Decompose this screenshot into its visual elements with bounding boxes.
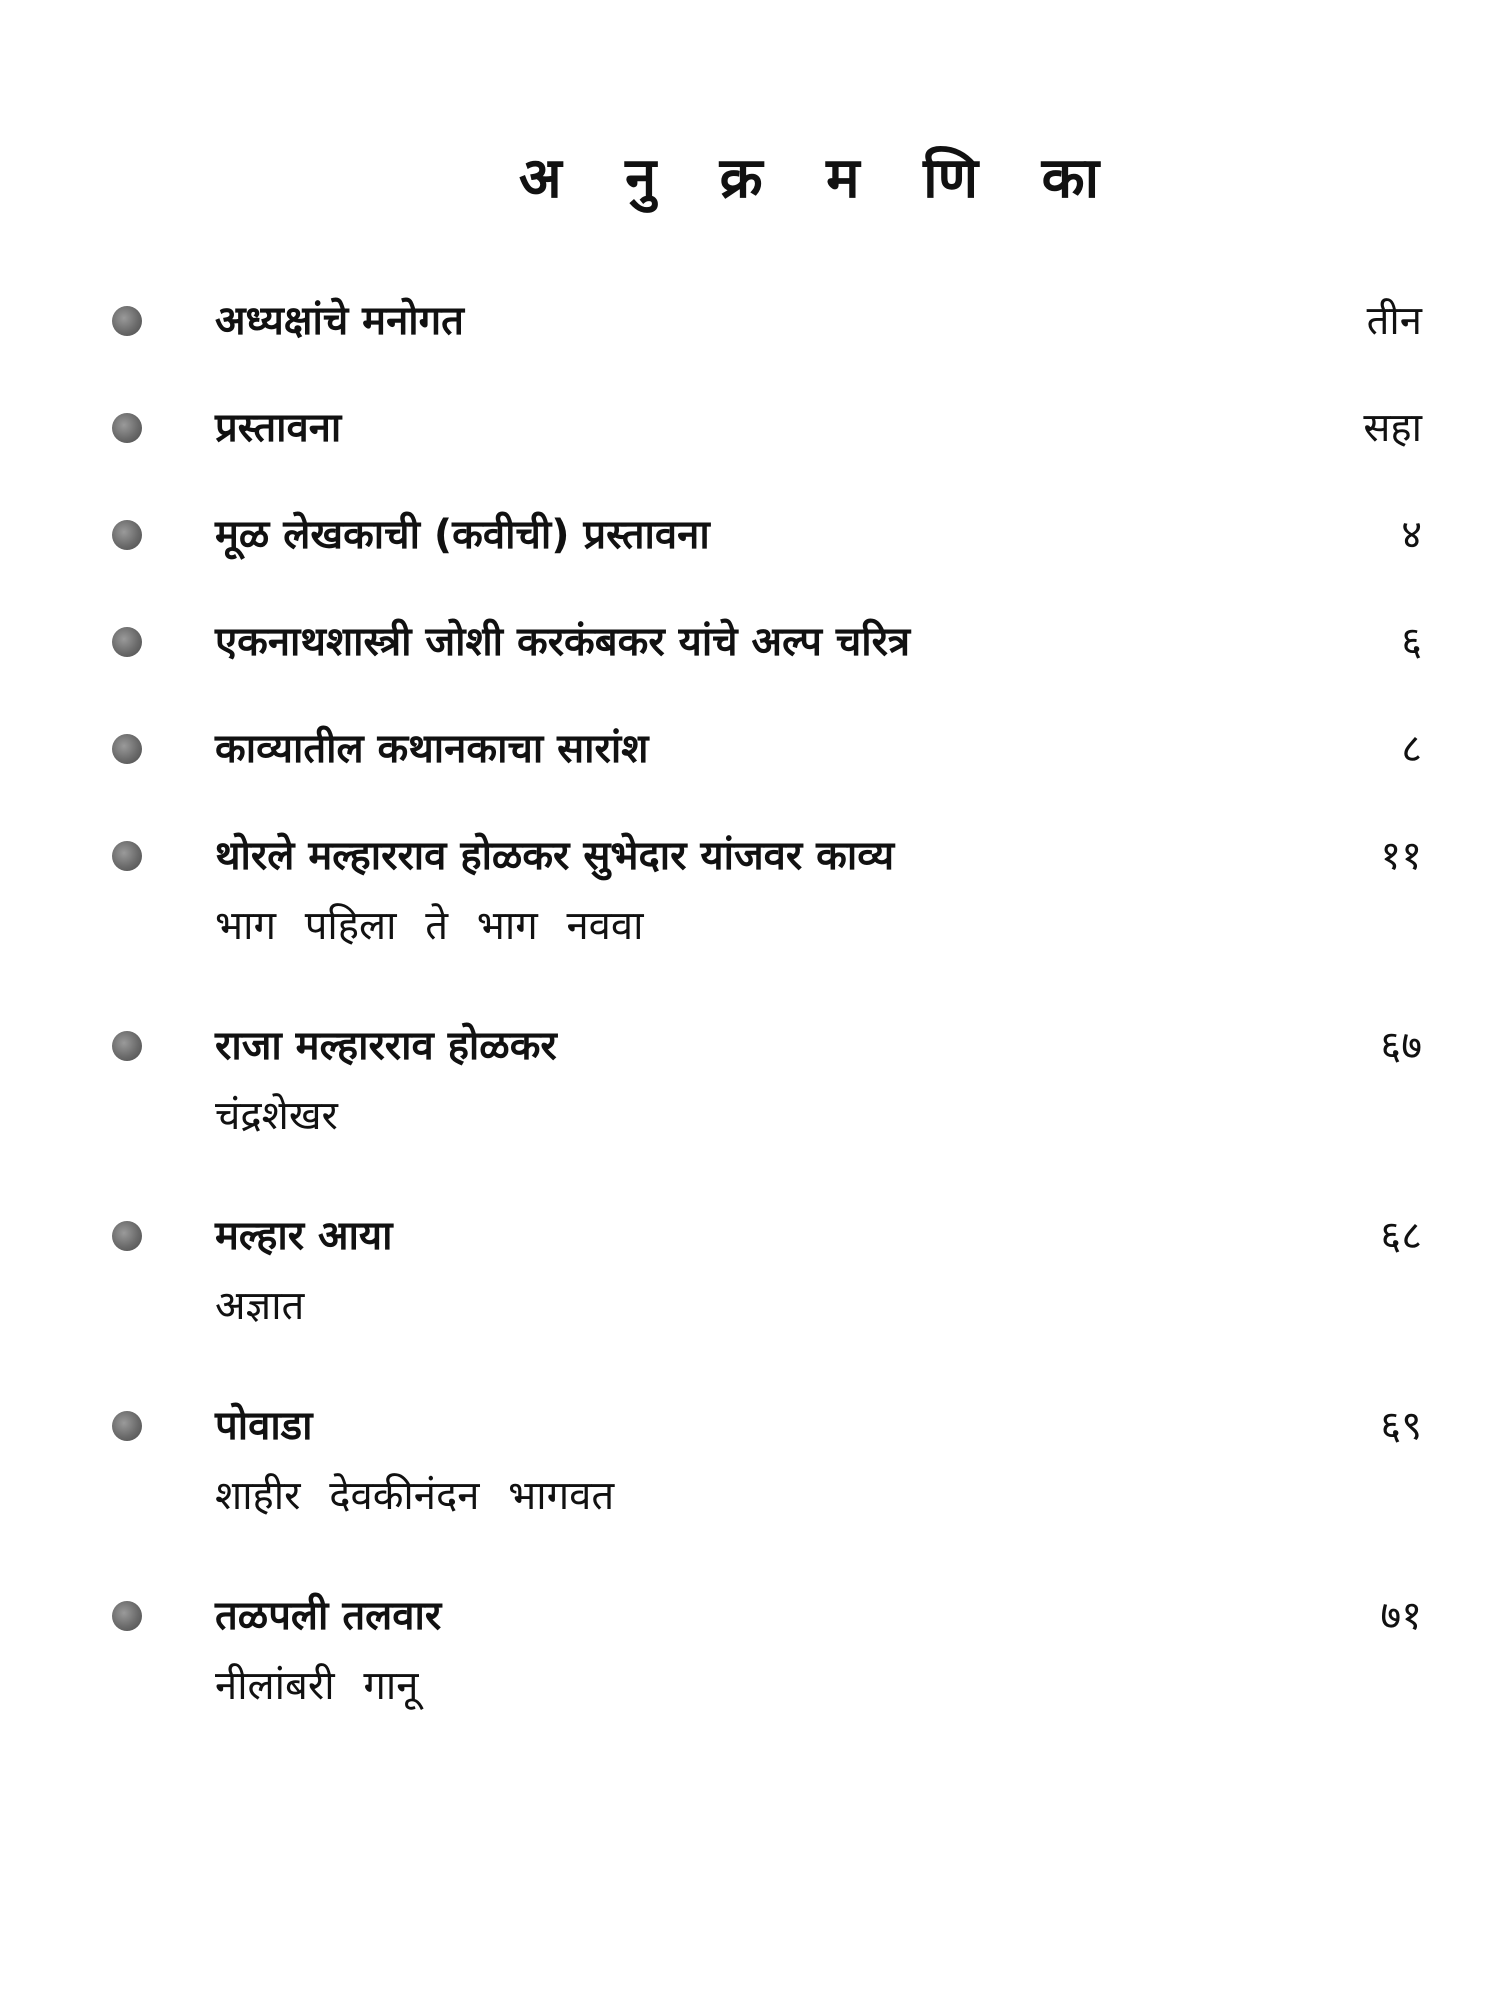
toc-entry-page: ६ <box>1401 619 1422 665</box>
toc-entry-page: ७१ <box>1380 1593 1422 1639</box>
toc-entry <box>0 1205 1500 1337</box>
toc-entry-title: अध्यक्षांचे मनोगत <box>215 298 464 344</box>
toc-entry-title: थोरले मल्हारराव होळकर सुभेदार यांजवर काव्य <box>215 833 895 879</box>
toc-entry-page: सहा <box>1363 405 1422 451</box>
toc-entry <box>0 1395 1500 1527</box>
toc-entry-subtitle: नीलांबरी गानू <box>215 1663 419 1709</box>
toc-entry <box>0 611 1500 673</box>
bullet-icon <box>112 627 142 657</box>
toc-entry-title: तळपली तलवार <box>215 1593 442 1639</box>
toc-entry-page: ६९ <box>1380 1403 1422 1449</box>
toc-entry-subtitle: शाहीर देवकीनंदन भागवत <box>215 1473 615 1519</box>
toc-entry-subtitle: भाग पहिला ते भाग नववा <box>215 903 644 949</box>
toc-entry-subtitle: चंद्रशेखर <box>215 1093 338 1139</box>
toc-entry-page: ४ <box>1401 512 1422 558</box>
toc-entry-title: मूळ लेखकाची (कवीची) प्रस्तावना <box>215 512 710 558</box>
toc-entry-title: पोवाडा <box>215 1403 313 1449</box>
table-of-contents <box>0 290 1500 1775</box>
toc-entry-page: ११ <box>1380 833 1422 879</box>
bullet-icon <box>112 1601 142 1631</box>
toc-entry <box>0 718 1500 780</box>
toc-entry-title: राजा मल्हारराव होळकर <box>215 1023 557 1069</box>
bullet-icon <box>112 1221 142 1251</box>
bullet-icon <box>112 520 142 550</box>
toc-entry-subtitle: अज्ञात <box>215 1283 305 1329</box>
bullet-icon <box>112 734 142 764</box>
toc-entry <box>0 825 1500 957</box>
bullet-icon <box>112 1031 142 1061</box>
page-title: अ नु क्र म णि का <box>518 145 1122 211</box>
toc-entry <box>0 290 1500 352</box>
toc-entry-title: एकनाथशास्त्री जोशी करकंबकर यांचे अल्प चरित्र <box>215 619 911 665</box>
toc-entry-title: काव्यातील कथानकाचा सारांश <box>215 726 649 772</box>
toc-entry <box>0 1585 1500 1717</box>
toc-entry <box>0 397 1500 459</box>
toc-entry-title: प्रस्तावना <box>215 405 342 451</box>
toc-entry <box>0 504 1500 566</box>
toc-entry <box>0 1015 1500 1147</box>
bullet-icon <box>112 413 142 443</box>
toc-entry-title: मल्हार आया <box>215 1213 393 1259</box>
bullet-icon <box>112 306 142 336</box>
toc-entry-page: ६८ <box>1380 1213 1422 1259</box>
bullet-icon <box>112 1411 142 1441</box>
bullet-icon <box>112 841 142 871</box>
toc-entry-page: ८ <box>1401 726 1422 772</box>
toc-entry-page: तीन <box>1366 298 1422 344</box>
toc-entry-page: ६७ <box>1380 1023 1422 1069</box>
